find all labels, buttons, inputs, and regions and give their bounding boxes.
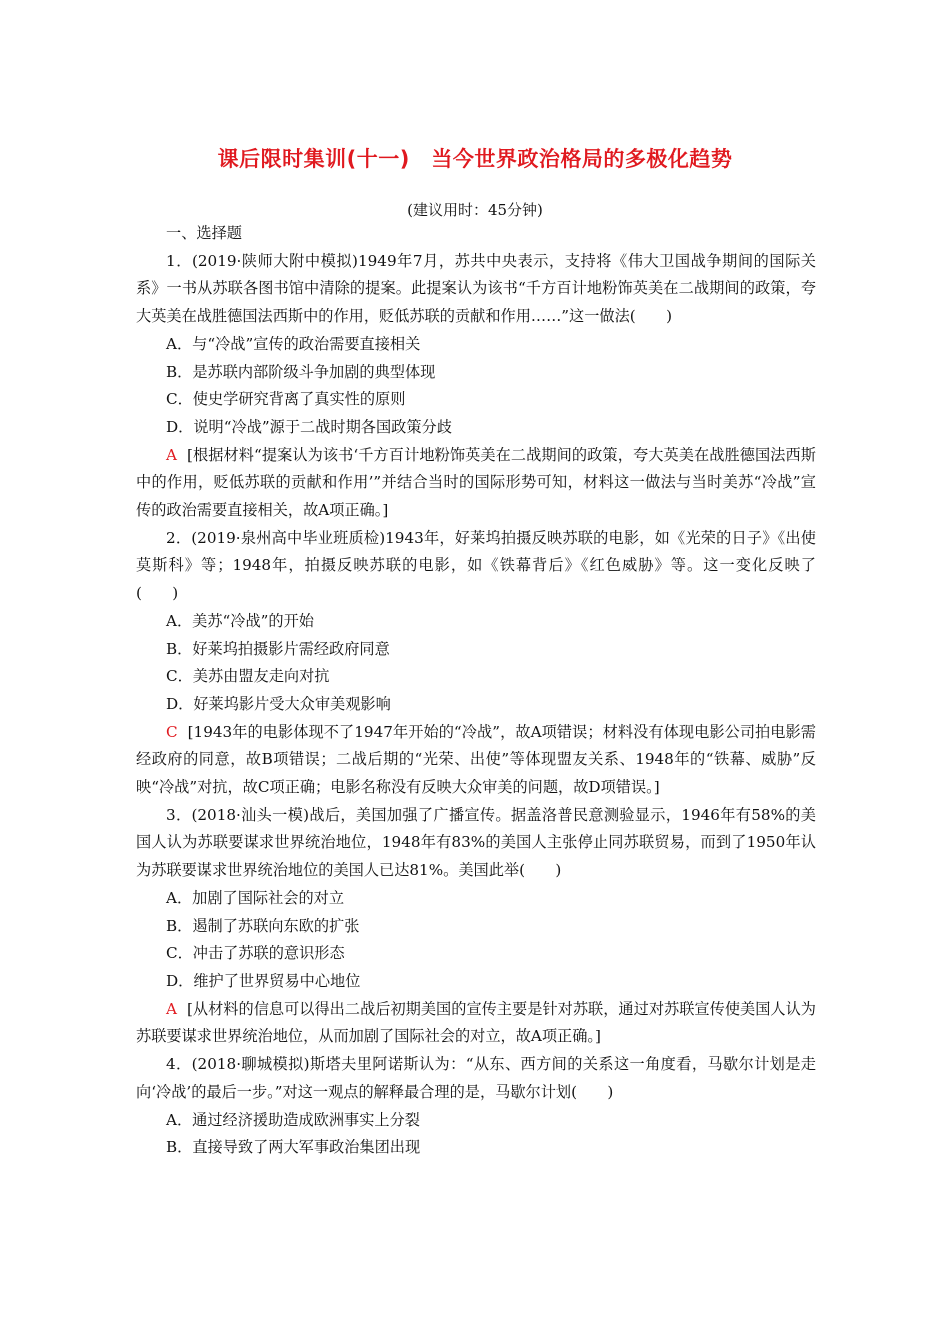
explanation-text: [根据材料“提案认为该书‘千方百计地粉饰英美在二战期间的政策，夸大英美在战胜德国法西斯中的作用，贬低苏联的贡献和作用’”并结合当时的国际形势可知，材料这一做法与当时美苏“冷战”宣传的政治需要直接相关，故A项正确。] (136, 445, 816, 520)
option-a: A．美苏“冷战”的开始 (166, 611, 314, 630)
question-3 (136, 802, 816, 1051)
option-a: A．与“冷战”宣传的政治需要直接相关 (166, 334, 421, 353)
option-b: B．好莱坞拍摄影片需经政府同意 (166, 639, 390, 658)
answer-letter: C (166, 722, 178, 741)
question-stem: 3．(2018·汕头一模)战后，美国加强了广播宣传。据盖洛普民意测验显示，1946年有58%的美国人认为苏联要谋求世界统治地位，1948年有83%的美国人主张停止同苏联贸易，而到了1950年认为苏联要谋求世界统治地位的美国人已达81%。美国此举( ) (136, 805, 816, 880)
answer-letter: A (166, 445, 177, 464)
page-title: 课后限时集训(十一) 当今世界政治格局的多极化趋势 (217, 147, 733, 171)
option-b: B．遏制了苏联向东欧的扩张 (166, 916, 360, 935)
option-a: A．加剧了国际社会的对立 (166, 888, 345, 907)
option-b: B．是苏联内部阶级斗争加剧的典型体现 (166, 362, 436, 381)
option-d: D．好莱坞影片受大众审美观影响 (166, 694, 391, 713)
document-body (136, 220, 816, 1162)
question-4 (136, 1051, 816, 1162)
question-stem: 1．(2019·陕师大附中模拟)1949年7月，苏共中央表示，支持将《伟大卫国战争期间的国际关系》一书从苏联各图书馆中清除的提案。此提案认为该书“千方百计地粉饰英美在二战期间的政策，夸大英美在战胜德国法西斯中的作用，贬低苏联的贡献和作用……”这一做法( ) (136, 251, 816, 326)
answer-explanation (136, 442, 816, 525)
suggested-time: (建议用时：45分钟) (407, 201, 543, 219)
option-d: D．说明“冷战”源于二战时期各国政策分歧 (166, 417, 452, 436)
section-heading: 一、选择题 (166, 224, 242, 242)
option-c: C．冲击了苏联的意识形态 (166, 944, 345, 963)
question-1 (136, 248, 816, 525)
option-c: C．美苏由盟友走向对抗 (166, 667, 330, 686)
option-c: C．使史学研究背离了真实性的原则 (166, 390, 406, 409)
explanation-text: [1943年的电影体现不了1947年开始的“冷战”，故A项错误；材料没有体现电影公司拍电影需经政府的同意，故B项错误；二战后期的“光荣、出使”等体现盟友关系、1948年的“铁幕、威胁”反映“冷战”对抗，故C项正确；电影名称没有反映大众审美的问题，故D项错误。] (136, 722, 816, 797)
option-b: B．直接导致了两大军事政治集团出现 (166, 1138, 421, 1157)
answer-letter: A (166, 999, 177, 1018)
explanation-text: [从材料的信息可以得出二战后初期美国的宣传主要是针对苏联，通过对苏联宣传使美国人认为苏联要谋求世界统治地位，从而加剧了国际社会的对立，故A项正确。] (136, 999, 816, 1046)
answer-explanation (136, 719, 816, 802)
question-stem: 2．(2019·泉州高中毕业班质检)1943年，好莱坞拍摄反映苏联的电影，如《光荣的日子》《出使莫斯科》等；1948年，拍摄反映苏联的电影，如《铁幕背后》《红色威胁》等。这一变化反映了( ) (136, 528, 816, 603)
option-a: A．通过经济援助造成欧洲事实上分裂 (166, 1110, 420, 1129)
question-2 (136, 525, 816, 802)
question-stem: 4．(2018·聊城模拟)斯塔夫里阿诺斯认为：“从东、西方间的关系这一角度看，马歇尔计划是走向‘冷战’的最后一步。”对这一观点的解释最合理的是，马歇尔计划( ) (136, 1055, 816, 1101)
answer-explanation (136, 996, 816, 1051)
option-d: D．维护了世界贸易中心地位 (166, 971, 361, 990)
